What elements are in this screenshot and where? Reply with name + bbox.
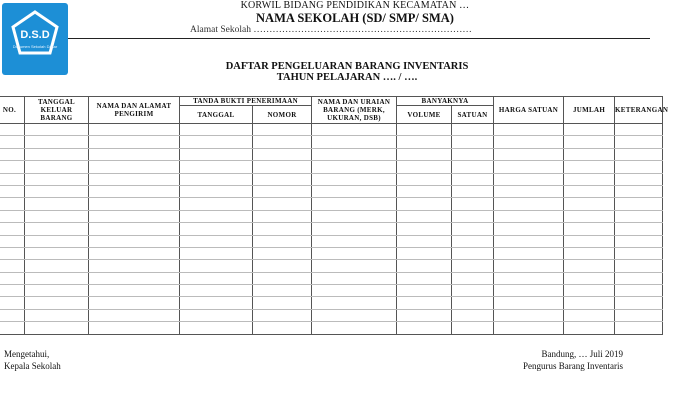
table-cell[interactable]: [564, 297, 615, 309]
table-cell[interactable]: [615, 198, 663, 210]
table-cell[interactable]: [312, 148, 397, 160]
table-cell[interactable]: [312, 235, 397, 247]
table-cell[interactable]: [615, 247, 663, 259]
table-cell[interactable]: [180, 124, 253, 136]
table-cell[interactable]: [615, 136, 663, 148]
table-cell[interactable]: [452, 185, 494, 197]
table-cell[interactable]: [494, 161, 564, 173]
table-cell[interactable]: [0, 309, 25, 321]
table-cell[interactable]: [25, 235, 89, 247]
table-cell[interactable]: [253, 173, 312, 185]
table-cell[interactable]: [494, 322, 564, 334]
pengurus-barang-label: Pengurus Barang Inventaris: [523, 361, 623, 371]
table-cell[interactable]: [564, 198, 615, 210]
col-header-nama-uraian: NAMA DAN URAIAN BARANG (MERK, UKURAN, DSB): [312, 97, 397, 124]
table-cell[interactable]: [564, 148, 615, 160]
table-cell[interactable]: [494, 223, 564, 235]
table-cell[interactable]: [253, 223, 312, 235]
table-cell[interactable]: [89, 322, 180, 334]
table-cell[interactable]: [89, 297, 180, 309]
table-cell[interactable]: [180, 136, 253, 148]
table-cell[interactable]: [615, 322, 663, 334]
table-cell[interactable]: [89, 272, 180, 284]
table-cell[interactable]: [312, 247, 397, 259]
table-cell[interactable]: [397, 247, 452, 259]
document-title: DAFTAR PENGELUARAN BARANG INVENTARIS: [225, 61, 469, 72]
table-cell[interactable]: [0, 185, 25, 197]
table-cell[interactable]: [564, 285, 615, 297]
table-row: [0, 297, 663, 309]
table-cell[interactable]: [312, 285, 397, 297]
col-header-harga-satuan: HARGA SATUAN: [494, 97, 564, 124]
table-cell[interactable]: [89, 136, 180, 148]
table-cell[interactable]: [615, 173, 663, 185]
table-cell[interactable]: [25, 210, 89, 222]
table-cell[interactable]: [312, 136, 397, 148]
table-cell[interactable]: [452, 223, 494, 235]
table-cell[interactable]: [564, 124, 615, 136]
header-address: Alamat Sekolah ……………………………………………………………: [190, 25, 472, 35]
col-header-tanda-bukti: TANDA BUKTI PENERIMAAN: [180, 97, 312, 106]
table-cell[interactable]: [25, 322, 89, 334]
table-cell[interactable]: [312, 173, 397, 185]
table-cell[interactable]: [180, 235, 253, 247]
table-cell[interactable]: [397, 148, 452, 160]
table-cell[interactable]: [494, 272, 564, 284]
table-cell[interactable]: [397, 210, 452, 222]
table-cell[interactable]: [0, 235, 25, 247]
table-cell[interactable]: [180, 297, 253, 309]
table-cell[interactable]: [564, 235, 615, 247]
table-cell[interactable]: [564, 272, 615, 284]
table-cell[interactable]: [253, 309, 312, 321]
document-subtitle: TAHUN PELAJARAN …. / ….: [276, 72, 418, 83]
table-cell[interactable]: [89, 185, 180, 197]
table-row: [0, 322, 663, 334]
table-cell[interactable]: [452, 173, 494, 185]
table-cell[interactable]: [564, 210, 615, 222]
table-cell[interactable]: [494, 185, 564, 197]
table-cell[interactable]: [564, 173, 615, 185]
table-cell[interactable]: [312, 223, 397, 235]
table-cell[interactable]: [89, 223, 180, 235]
col-header-banyaknya: BANYAKNYA: [397, 97, 494, 106]
table-row: [0, 173, 663, 185]
table-row: [0, 235, 663, 247]
table-cell[interactable]: [89, 285, 180, 297]
table-cell[interactable]: [564, 322, 615, 334]
table-cell[interactable]: [25, 272, 89, 284]
table-cell[interactable]: [494, 124, 564, 136]
table-cell[interactable]: [180, 173, 253, 185]
table-cell[interactable]: [253, 124, 312, 136]
table-cell[interactable]: [0, 272, 25, 284]
table-cell[interactable]: [564, 161, 615, 173]
table-cell[interactable]: [452, 260, 494, 272]
table-cell[interactable]: [452, 322, 494, 334]
table-cell[interactable]: [180, 272, 253, 284]
table-cell[interactable]: [615, 260, 663, 272]
table-cell[interactable]: [564, 309, 615, 321]
table-cell[interactable]: [25, 161, 89, 173]
col-header-satuan: SATUAN: [452, 106, 494, 124]
table-cell[interactable]: [180, 185, 253, 197]
table-cell[interactable]: [615, 185, 663, 197]
table-cell[interactable]: [0, 285, 25, 297]
table-cell[interactable]: [180, 247, 253, 259]
table-cell[interactable]: [397, 136, 452, 148]
table-cell[interactable]: [89, 235, 180, 247]
table-cell[interactable]: [180, 148, 253, 160]
signature-left: [4, 348, 61, 372]
table-cell[interactable]: [494, 285, 564, 297]
col-header-nomor: NOMOR: [253, 106, 312, 124]
table-cell[interactable]: [253, 148, 312, 160]
table-cell[interactable]: [253, 235, 312, 247]
table-row: [0, 272, 663, 284]
table-cell[interactable]: [89, 148, 180, 160]
table-cell[interactable]: [25, 198, 89, 210]
table-cell[interactable]: [312, 272, 397, 284]
table-cell[interactable]: [564, 185, 615, 197]
table-cell[interactable]: [615, 309, 663, 321]
col-header-nama-alamat: NAMA DAN ALAMAT PENGIRIM: [89, 97, 180, 124]
table-cell[interactable]: [397, 322, 452, 334]
table-cell[interactable]: [89, 124, 180, 136]
col-header-jumlah: JUMLAH: [564, 97, 615, 124]
table-row: [0, 198, 663, 210]
table-cell[interactable]: [312, 198, 397, 210]
table-cell[interactable]: [615, 210, 663, 222]
table-cell[interactable]: [615, 285, 663, 297]
col-header-volume: VOLUME: [397, 106, 452, 124]
table-cell[interactable]: [397, 185, 452, 197]
table-cell[interactable]: [397, 297, 452, 309]
table-cell[interactable]: [89, 247, 180, 259]
table-cell[interactable]: [25, 309, 89, 321]
header-agency: KORWIL BIDANG PENDIDIKAN KECAMATAN …: [240, 0, 470, 11]
table-cell[interactable]: [397, 235, 452, 247]
table-cell[interactable]: [312, 124, 397, 136]
table-row: [0, 223, 663, 235]
table-cell[interactable]: [615, 272, 663, 284]
table-cell[interactable]: [452, 309, 494, 321]
table-cell[interactable]: [397, 260, 452, 272]
table-cell[interactable]: [180, 223, 253, 235]
table-cell[interactable]: [452, 235, 494, 247]
table-cell[interactable]: [25, 136, 89, 148]
table-cell[interactable]: [452, 124, 494, 136]
table-cell[interactable]: [494, 247, 564, 259]
header-school-name: NAMA SEKOLAH (SD/ SMP/ SMA): [256, 11, 454, 25]
table-cell[interactable]: [0, 210, 25, 222]
table-cell[interactable]: [452, 148, 494, 160]
table-cell[interactable]: [180, 161, 253, 173]
table-cell[interactable]: [397, 124, 452, 136]
table-cell[interactable]: [564, 260, 615, 272]
table-row: [0, 161, 663, 173]
table-row: [0, 124, 663, 136]
table-cell[interactable]: [0, 136, 25, 148]
table-cell[interactable]: [397, 173, 452, 185]
table-cell[interactable]: [615, 161, 663, 173]
table-cell[interactable]: [0, 223, 25, 235]
table-cell[interactable]: [0, 124, 25, 136]
table-cell[interactable]: [89, 161, 180, 173]
table-cell[interactable]: [397, 161, 452, 173]
header-divider: [68, 38, 650, 39]
table-cell[interactable]: [253, 297, 312, 309]
table-cell[interactable]: [25, 223, 89, 235]
table-cell[interactable]: [312, 210, 397, 222]
table-cell[interactable]: [494, 148, 564, 160]
table-cell[interactable]: [253, 210, 312, 222]
table-cell[interactable]: [180, 198, 253, 210]
table-cell[interactable]: [0, 198, 25, 210]
inventory-table: [0, 96, 669, 335]
table-cell[interactable]: [615, 148, 663, 160]
table-cell[interactable]: [253, 198, 312, 210]
table-row: [0, 247, 663, 259]
table-cell[interactable]: [253, 285, 312, 297]
place-date-label: Bandung, … Juli 2019: [541, 349, 623, 359]
table-cell[interactable]: [312, 309, 397, 321]
table-cell[interactable]: [89, 260, 180, 272]
table-cell[interactable]: [452, 136, 494, 148]
table-cell[interactable]: [89, 210, 180, 222]
table-cell[interactable]: [25, 173, 89, 185]
table-cell[interactable]: [564, 247, 615, 259]
table-cell[interactable]: [25, 260, 89, 272]
table-cell[interactable]: [253, 161, 312, 173]
table-cell[interactable]: [615, 124, 663, 136]
table-cell[interactable]: [452, 198, 494, 210]
table-cell[interactable]: [180, 285, 253, 297]
table-cell[interactable]: [312, 297, 397, 309]
logo-subtext: Dokumen Sekolah Dasar: [12, 44, 58, 49]
logo-text: D.S.D: [20, 29, 50, 41]
col-header-no: NO.: [0, 97, 25, 124]
table-cell[interactable]: [180, 210, 253, 222]
table-cell[interactable]: [0, 161, 25, 173]
table-row: [0, 185, 663, 197]
mengetahui-label: Mengetahui,: [4, 349, 50, 359]
table-cell[interactable]: [312, 161, 397, 173]
table-cell[interactable]: [89, 198, 180, 210]
table-cell[interactable]: [0, 173, 25, 185]
table-cell[interactable]: [180, 322, 253, 334]
table-row: [0, 136, 663, 148]
table-cell[interactable]: [0, 297, 25, 309]
table-cell[interactable]: [494, 235, 564, 247]
kepala-sekolah-label: Kepala Sekolah: [4, 361, 61, 371]
table-cell[interactable]: [615, 223, 663, 235]
table-cell[interactable]: [397, 198, 452, 210]
table-cell[interactable]: [397, 223, 452, 235]
table-cell[interactable]: [89, 173, 180, 185]
table-row: [0, 210, 663, 222]
table-row: [0, 148, 663, 160]
table-cell[interactable]: [312, 322, 397, 334]
table-cell[interactable]: [494, 297, 564, 309]
table-cell[interactable]: [89, 309, 180, 321]
table-cell[interactable]: [397, 285, 452, 297]
table-cell[interactable]: [0, 322, 25, 334]
table-cell[interactable]: [564, 136, 615, 148]
table-cell[interactable]: [494, 136, 564, 148]
table-cell[interactable]: [452, 272, 494, 284]
table-cell[interactable]: [615, 235, 663, 247]
table-cell[interactable]: [312, 260, 397, 272]
table-body: [0, 124, 663, 335]
table-cell[interactable]: [25, 124, 89, 136]
col-header-keterangan: KETERANGAN: [615, 97, 663, 124]
col-header-tanggal: TANGGAL: [180, 106, 253, 124]
table-cell[interactable]: [397, 272, 452, 284]
table-cell[interactable]: [25, 285, 89, 297]
table-cell[interactable]: [180, 260, 253, 272]
table-cell[interactable]: [253, 247, 312, 259]
table-cell[interactable]: [253, 260, 312, 272]
table-cell[interactable]: [25, 247, 89, 259]
table-cell[interactable]: [253, 185, 312, 197]
table-cell[interactable]: [494, 309, 564, 321]
table-cell[interactable]: [452, 247, 494, 259]
table-cell[interactable]: [25, 185, 89, 197]
table-cell[interactable]: [253, 322, 312, 334]
table-cell[interactable]: [615, 297, 663, 309]
table-cell[interactable]: [494, 173, 564, 185]
table-cell[interactable]: [494, 210, 564, 222]
table-cell[interactable]: [0, 247, 25, 259]
table-cell[interactable]: [494, 260, 564, 272]
col-header-tanggal-keluar: TANGGAL KELUAR BARANG: [25, 97, 89, 124]
table-cell[interactable]: [0, 260, 25, 272]
table-cell[interactable]: [564, 223, 615, 235]
table-cell[interactable]: [397, 309, 452, 321]
table-cell[interactable]: [312, 185, 397, 197]
table-cell[interactable]: [452, 210, 494, 222]
table-cell[interactable]: [253, 136, 312, 148]
table-row: [0, 260, 663, 272]
table-cell[interactable]: [452, 285, 494, 297]
table-row: [0, 309, 663, 321]
table-cell[interactable]: [494, 198, 564, 210]
table-cell[interactable]: [25, 297, 89, 309]
table-cell[interactable]: [25, 148, 89, 160]
table-cell[interactable]: [452, 161, 494, 173]
table-cell[interactable]: [452, 297, 494, 309]
table-row: [0, 285, 663, 297]
table-cell[interactable]: [180, 309, 253, 321]
table-cell[interactable]: [253, 272, 312, 284]
signature-right: [523, 348, 623, 372]
table-cell[interactable]: [0, 148, 25, 160]
